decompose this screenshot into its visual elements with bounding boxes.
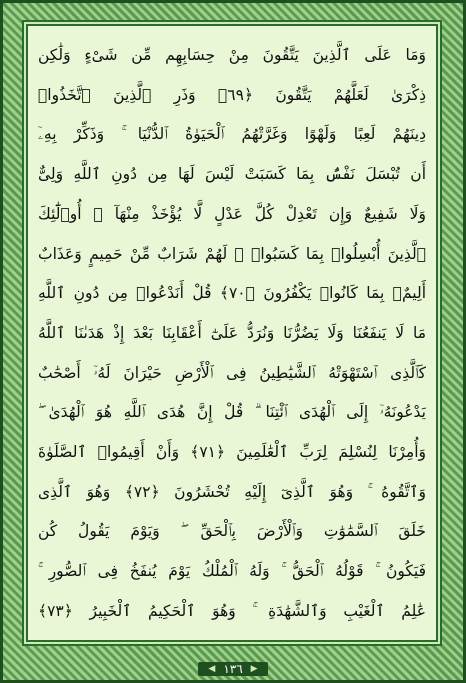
text-line-5: وَلَا شَفِيعٌ وَإِن تَعْدِلْ كُلَّ عَدْلٍ لَّا يُؤْخَذْ مِنْهَآ ۗ أُو۟لَٰٓئِكَ — [38, 204, 426, 223]
verse-lines — [38, 36, 426, 630]
text-line-4: أَن تُبْسَلَ نَفْسٌۢ بِمَا كَسَبَتْ لَيْسَ لَهَا مِن دُونِ ٱللَّهِ وَلِىٌّ — [38, 165, 426, 184]
text-line-12: وَٱتَّقُوهُ ۚ وَهُوَ ٱلَّذِىٓ إِلَيْهِ تُحْشَرُونَ ﴿٧٢﴾ وَهُوَ ٱلَّذِى — [38, 482, 426, 501]
text-line-7: أَلِيمٌۢ بِمَا كَانُوا۟ يَكْفُرُونَ ﴿٧٠﴾ قُلْ أَنَدْعُوا۟ مِن دُونِ ٱللَّهِ — [38, 284, 426, 303]
text-panel — [26, 24, 438, 642]
text-line-6: ٱلَّذِينَ أُبْسِلُوا۟ بِمَا كَسَبُوا۟ ۖ لَهُمْ شَرَابٌ مِّنْ حَمِيمٍ وَعَذَابٌ — [38, 244, 426, 263]
text-line-3: دِينَهُمْ لَعِبًا وَلَهْوًا وَغَرَّتْهُمُ ٱلْحَيَوٰةُ ٱلدُّنْيَا ۚ وَذَكِّرْ بِهِۦٓ — [38, 125, 426, 144]
text-line-1: وَمَا عَلَى ٱلَّذِينَ يَتَّقُونَ مِنْ حِسَابِهِم مِّن شَىْءٍ وَلَٰكِن — [38, 46, 426, 64]
page-number-bar — [198, 662, 267, 676]
text-line-11: وَأُمِرْنَا لِنُسْلِمَ لِرَبِّ ٱلْعَٰلَمِينَ ﴿٧١﴾ وَأَنْ أَقِيمُوا۟ ٱلصَّلَوٰةَ — [38, 443, 426, 462]
page-number: ١٣٦ — [223, 662, 243, 676]
text-line-15: عَٰلِمُ ٱلْغَيْبِ وَٱلشَّهَٰدَةِ ۚ وَهُوَ ٱلْحَكِيمُ ٱلْخَبِيرُ ﴿٧٣﴾ — [38, 601, 426, 620]
text-line-14: فَيَكُونُ ۚ قَوْلُهُ ٱلْحَقُّ ۚ وَلَهُ ٱلْمُلْكُ يَوْمَ يُنفَخُ فِى ٱلصُّورِ ۚ — [38, 562, 426, 581]
text-line-10: يَدْعُونَهُۥٓ إِلَى ٱلْهُدَى ٱئْتِنَا ۗ قُلْ إِنَّ هُدَى ٱللَّهِ هُوَ ٱلْهُدَىٰ ۖ — [38, 403, 426, 422]
page-footer — [0, 661, 466, 677]
text-line-2: ذِكْرَىٰ لَعَلَّهُمْ يَتَّقُونَ ﴿٦٩﴾ وَذَرِ ٱلَّذِينَ ٱتَّخَذُوا۟ — [38, 85, 426, 104]
text-line-9: كَٱلَّذِى ٱسْتَهْوَتْهُ ٱلشَّيَٰطِينُ فِى ٱلْأَرْضِ حَيْرَانَ لَهُۥٓ أَصْحَٰبٌ — [38, 363, 426, 382]
right-triangle-icon[interactable]: ▶ — [250, 664, 258, 674]
left-triangle-icon[interactable]: ◀ — [208, 664, 216, 674]
text-line-8: مَا لَا يَنفَعُنَا وَلَا يَضُرُّنَا وَنُرَدُّ عَلَىٰٓ أَعْقَابِنَا بَعْدَ إِذْ هَدَىٰنَا ٱللَّهُ — [38, 323, 426, 342]
text-line-13: خَلَقَ ٱلسَّمَٰوَٰتِ وَٱلْأَرْضَ بِٱلْحَقِّ ۖ وَيَوْمَ يَقُولُ كُن — [38, 522, 426, 541]
